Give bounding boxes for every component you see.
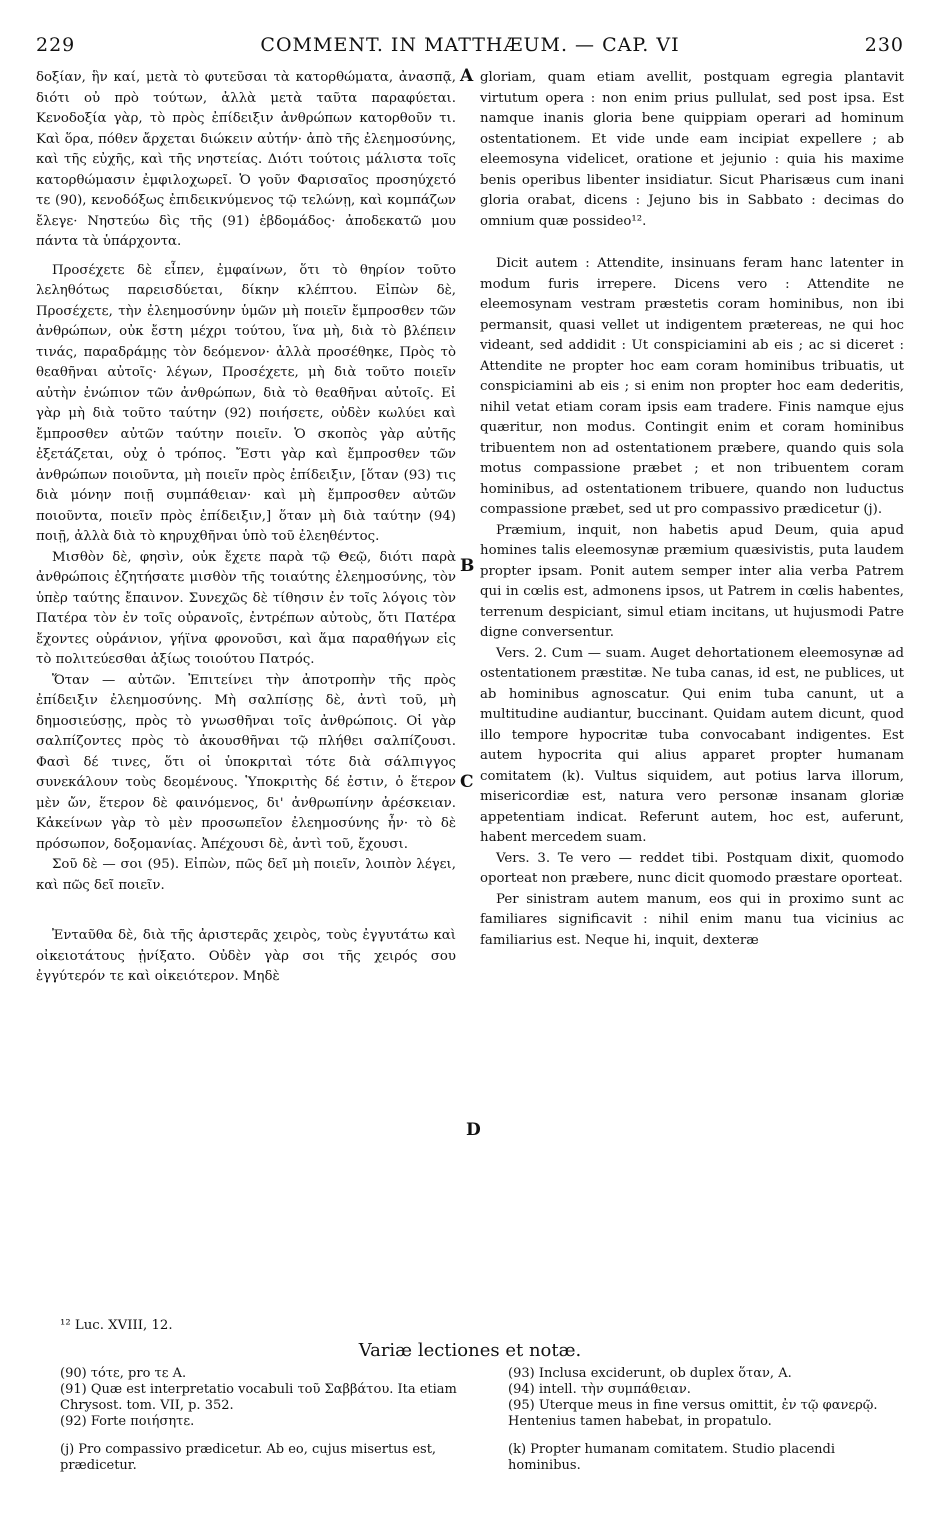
notes-heading: Variæ lectiones et notæ. xyxy=(358,1340,582,1361)
variant-note: (95) Uterque meus in fine versus omittit, ἐν τῷ φανερῷ. Hentenius tamen habebat, in propatulo. xyxy=(508,1398,878,1429)
variant-note: (93) Inclusa exciderunt, ob duplex ὅταν, A. xyxy=(508,1366,792,1381)
notes-column-left xyxy=(60,1366,470,1474)
scripture-footnote: ¹² Luc. XVIII, 12. xyxy=(60,1318,173,1333)
notes-column-right xyxy=(508,1366,908,1474)
section-marker-d: D xyxy=(466,1120,481,1140)
latin-paragraph: Per sinistram autem manum, eos qui in proximo sunt ac familiares significavit : nihil enim manu tua vicinius ac familiarius est. Neque hi, inquit, dexteræ xyxy=(480,891,904,948)
greek-paragraph: Ἐνταῦθα δὲ, διὰ τῆς ἀριστερᾶς χειρὸς, τοὺς ἐγγυτάτω καὶ οἰκειοτάτους ᾐνίξατο. Οὐδὲν γὰρ σοι τῆς χειρός σου ἐγγύτερόν τε καὶ οἰκειότερον. Μηδὲ xyxy=(36,928,456,984)
variant-note: (91) Quæ est interpretatio vocabuli τοῦ Σαββάτου. Ita etiam Chrysost. tom. VII, p. 352. xyxy=(60,1382,457,1413)
bottom-footnote: (k) Propter humanam comitatem. Studio placendi hominibus. xyxy=(508,1442,836,1473)
latin-paragraph: gloriam, quam etiam avellit, postquam egregia plantavit virtutum opera : non enim prius pullulat, sed post ipsa. Est namque inanis gloria bene quippiam operari ad hominum ostentationem. Et vide unde eam incipiat expellere ; ab eleemosyna videlicet, oratione et jejunio : quia his maxime benis operibus libenter insidiatur. Sicut Pharisæus cum inani gloria orabat, dicens : Jejuno bis in Sabbato : decimas do omnium quæ possideo¹². xyxy=(480,70,904,229)
running-header xyxy=(36,34,904,60)
greek-paragraph: Σοῦ δὲ — σοι (95). Εἰπὼν, πῶς δεῖ μὴ ποιεῖν, λοιπὸν λέγει, καὶ πῶς δεῖ ποιεῖν. xyxy=(36,857,456,893)
greek-paragraph: Μισθὸν δὲ, φησὶν, οὐκ ἔχετε παρὰ τῷ Θεῷ, διότι παρὰ ἀνθρώποις ἐζητήσατε μισθὸν τῆς τοιαύτης ἐλεημοσύνης, τὸν ὑπὲρ ταύτης ἔπαινον. Συνεχῶς δὲ τίθησιν ἐν τοῖς λόγοις τὸν Πατέρα τὸν ἐν τοῖς οὐρανοῖς, ἐντρέπων αὐτοὺς, ὅτι Πατέρα ἔχοντες οὐράνιον, γήϊνα φρονοῦσι, καὶ ἅμα παραθήγων εἰς τὸ πολιτεύεσθαι ἀξίως τοιούτου Πατρός. xyxy=(36,549,456,667)
latin-column xyxy=(480,68,904,951)
section-marker-b: B xyxy=(460,556,475,576)
page-number-left: 229 xyxy=(36,34,76,56)
variant-note: (94) intell. τὴν συμπάθειαν. xyxy=(508,1382,691,1397)
section-marker-c: C xyxy=(460,772,474,792)
section-marker-a: A xyxy=(460,66,474,86)
variant-note: (90) τότε, pro τε A. xyxy=(60,1366,187,1381)
page-number-right: 230 xyxy=(864,34,904,56)
greek-paragraph: Ὅταν — αὐτῶν. Ἐπιτείνει τὴν ἀποτροπὴν τῆς πρὸς ἐπίδειξιν ἐλεημοσύνης. Μὴ σαλπίσῃς δὲ, ἀντὶ τοῦ, μὴ δημοσιεύσῃς, πρὸς τὸ γνωσθῆναι τοῖς ἀνθρώποις. Οἱ γὰρ σαλπίζοντες πρὸς τὸ ἀκουσθῆναι τῷ πλήθει σαλπίζουσι. Φασὶ δέ τινες, ὅτι οἱ ὑποκριταὶ τότε διὰ σάλπιγγος συνεκάλουν τοὺς δεομένους. Ὑποκριτὴς δέ ἐστιν, ὁ ἕτερον μὲν ὤν, ἕτερον δὲ φαινόμενος, δι' ἀνθρωπίνην ἀρέσκειαν. Κἀκείνων γὰρ τὸ μὲν προσωπεῖον ἐλεημοσύνης ἦν· τὸ δὲ πρόσωπον, δοξομανίας. Ἀπέχουσι δὲ, ἀντὶ τοῦ, ἔχουσι. xyxy=(36,672,456,852)
latin-paragraph: Vers. 2. Cum — suam. Auget dehortationem eleemosynæ ad ostentationem præstitæ. Ne tuba canas, id est, ne publices, ut ab hominibus agnoscatur. Qui enim tuba canunt, ut a multitudine audiantur, buccinant. Quidam autem dicunt, quod illo tempore hypocritæ tuba convocabant indigentes. Est autem hypocrita qui alius apparet propter humanam comitatem (k). Vultus siquidem, aut potius larva illorum, misericordiæ est, natura vero personæ insanam gloriæ appetentiam indicat. Referunt autem, hoc est, auferunt, habent mercedem suam. xyxy=(480,645,904,845)
greek-paragraph: δοξίαν, ἣν καί, μετὰ τὸ φυτεῦσαι τὰ κατορθώματα, ἀνασπᾷ, διότι οὐ πρὸ τούτων, ἀλλὰ μετὰ ταῦτα παραφύεται. Κενοδοξία γὰρ, τὸ πρὸς ἐπίδειξιν ἀνθρώπων κατορθοῦν τι. Καὶ ὅρα, πόθεν ἄρχεται διώκειν αὐτήν· ἀπὸ τῆς ἐλεημοσύνης, καὶ τῆς εὐχῆς, καὶ τῆς νηστείας. Διότι τούτοις μάλιστα τοῖς κατορθώμασιν ἐμφιλοχωρεῖ. Ὁ γοῦν Φαρισαῖος προσηύχετό τε (90), κενοδόξως ἐπιδεικνύμενος τῷ τελώνῃ, καὶ κομπάζων ἔλεγε· Νηστεύω δὶς τῆς (91) ἑβδομάδος· ἀποδεκατῶ μου πάντα τὰ ὑπάρχοντα. xyxy=(36,70,456,249)
greek-paragraph: Προσέχετε δὲ εἶπεν, ἐμφαίνων, ὅτι τὸ θηρίον τοῦτο λεληθότως παρεισδύεται, δίκην κλέπτου. Εἰπὼν δὲ, Προσέχετε, τὴν ἐλεημοσύνην ὑμῶν μὴ ποιεῖν ἔμπροσθεν τῶν ἀνθρώπων, οὐκ ἔστη μέχρι τούτου, ἵνα μὴ, διὰ τὸ βλέπειν τινάς, παραδράμῃς τὸν δεόμενον· ἀλλὰ προσέθηκε, Πρὸς τὸ θεαθῆναι αὐτοῖς· λέγων, Προσέχετε, μὴ διὰ τοῦτο ποιεῖν αὐτὴν ἐνώπιον τῶν ἀνθρώπων, διὰ τὸ θεαθῆναι αὐτοῖς. Εἰ γὰρ μὴ διὰ τοῦτο ταύτην (92) ποιήσετε, οὐδὲν κωλύει καὶ ἔμπροσθεν αὐτῶν ταύτην ποιεῖν. Ὁ σκοπὸς γὰρ αὐτῆς ἐξετάζεται, οὐχ ὁ τρόπος. Ἔστι γὰρ καὶ ἔμπροσθεν τῶν ἀνθρώπων ποιοῦντα, μὴ ποιεῖν πρὸς ἐπίδειξιν, [ὅταν (93) τις διὰ μόνην ποιῇ συμπάθειαν· καὶ μὴ ἔμπροσθεν αὐτῶν ποιοῦντα, ποιεῖν πρὸς ἐπίδειξιν,] ὅταν μὴ διὰ ταύτην (94) ποιῇ, ἀλλὰ διὰ τὸ κηρυχθῆναι ὑπὸ τοῦ ἐλεηθέντος. xyxy=(36,262,456,544)
bottom-footnote: (j) Pro compassivo prædicetur. Ab eo, cujus misertus est, prædicetur. xyxy=(60,1442,437,1473)
variant-note: (92) Forte ποιήσητε. xyxy=(60,1414,195,1429)
latin-paragraph: Vers. 3. Te vero — reddet tibi. Postquam dixit, quomodo oporteat non præbere, nunc dicit quomodo præstare oporteat. xyxy=(480,850,904,886)
latin-paragraph: Præmium, inquit, non habetis apud Deum, quia apud homines talis eleemosynæ præmium quæsivistis, puta laudem propter ipsam. Ponit autem semper inter alia verba Patrem qui in cœlis est, admonens ipsos, ut Patrem in cœlis habentes, terrenum despiciant, simul etiam incitans, ut hujusmodi Patre digne conversentur. xyxy=(480,522,904,640)
greek-column xyxy=(36,68,456,988)
running-title: COMMENT. IN MATTHÆUM. — CAP. VI xyxy=(260,34,680,56)
latin-paragraph: Dicit autem : Attendite, insinuans feram hanc latenter in modum furis irrepere. Dicens vero : Attendite ne eleemosynam vestram præstetis coram hominibus, non ibi permansit, quasi vellet ut indigentem prætereas, ne qui hoc videant, sed addidit : Ut conspiciamini ab eis ; ac si diceret : Attendite ne propter hoc eam coram hominibus tribuatis, ut conspiciamini ab eis ; si enim non propter hoc eam dederitis, nihil vetat etiam coram ipsis eam tradere. Finis namque ejus quæritur, non modus. Contingit enim et coram hominibus tribuentem non ad ostentationem præbere, quando quis sola motus compassione præbet ; et non tribuentem coram hominibus, ad ostentationem tribuere, quando non luductus compassione præbet, sed ut pro compassivo prædicetur (j). xyxy=(480,256,904,517)
